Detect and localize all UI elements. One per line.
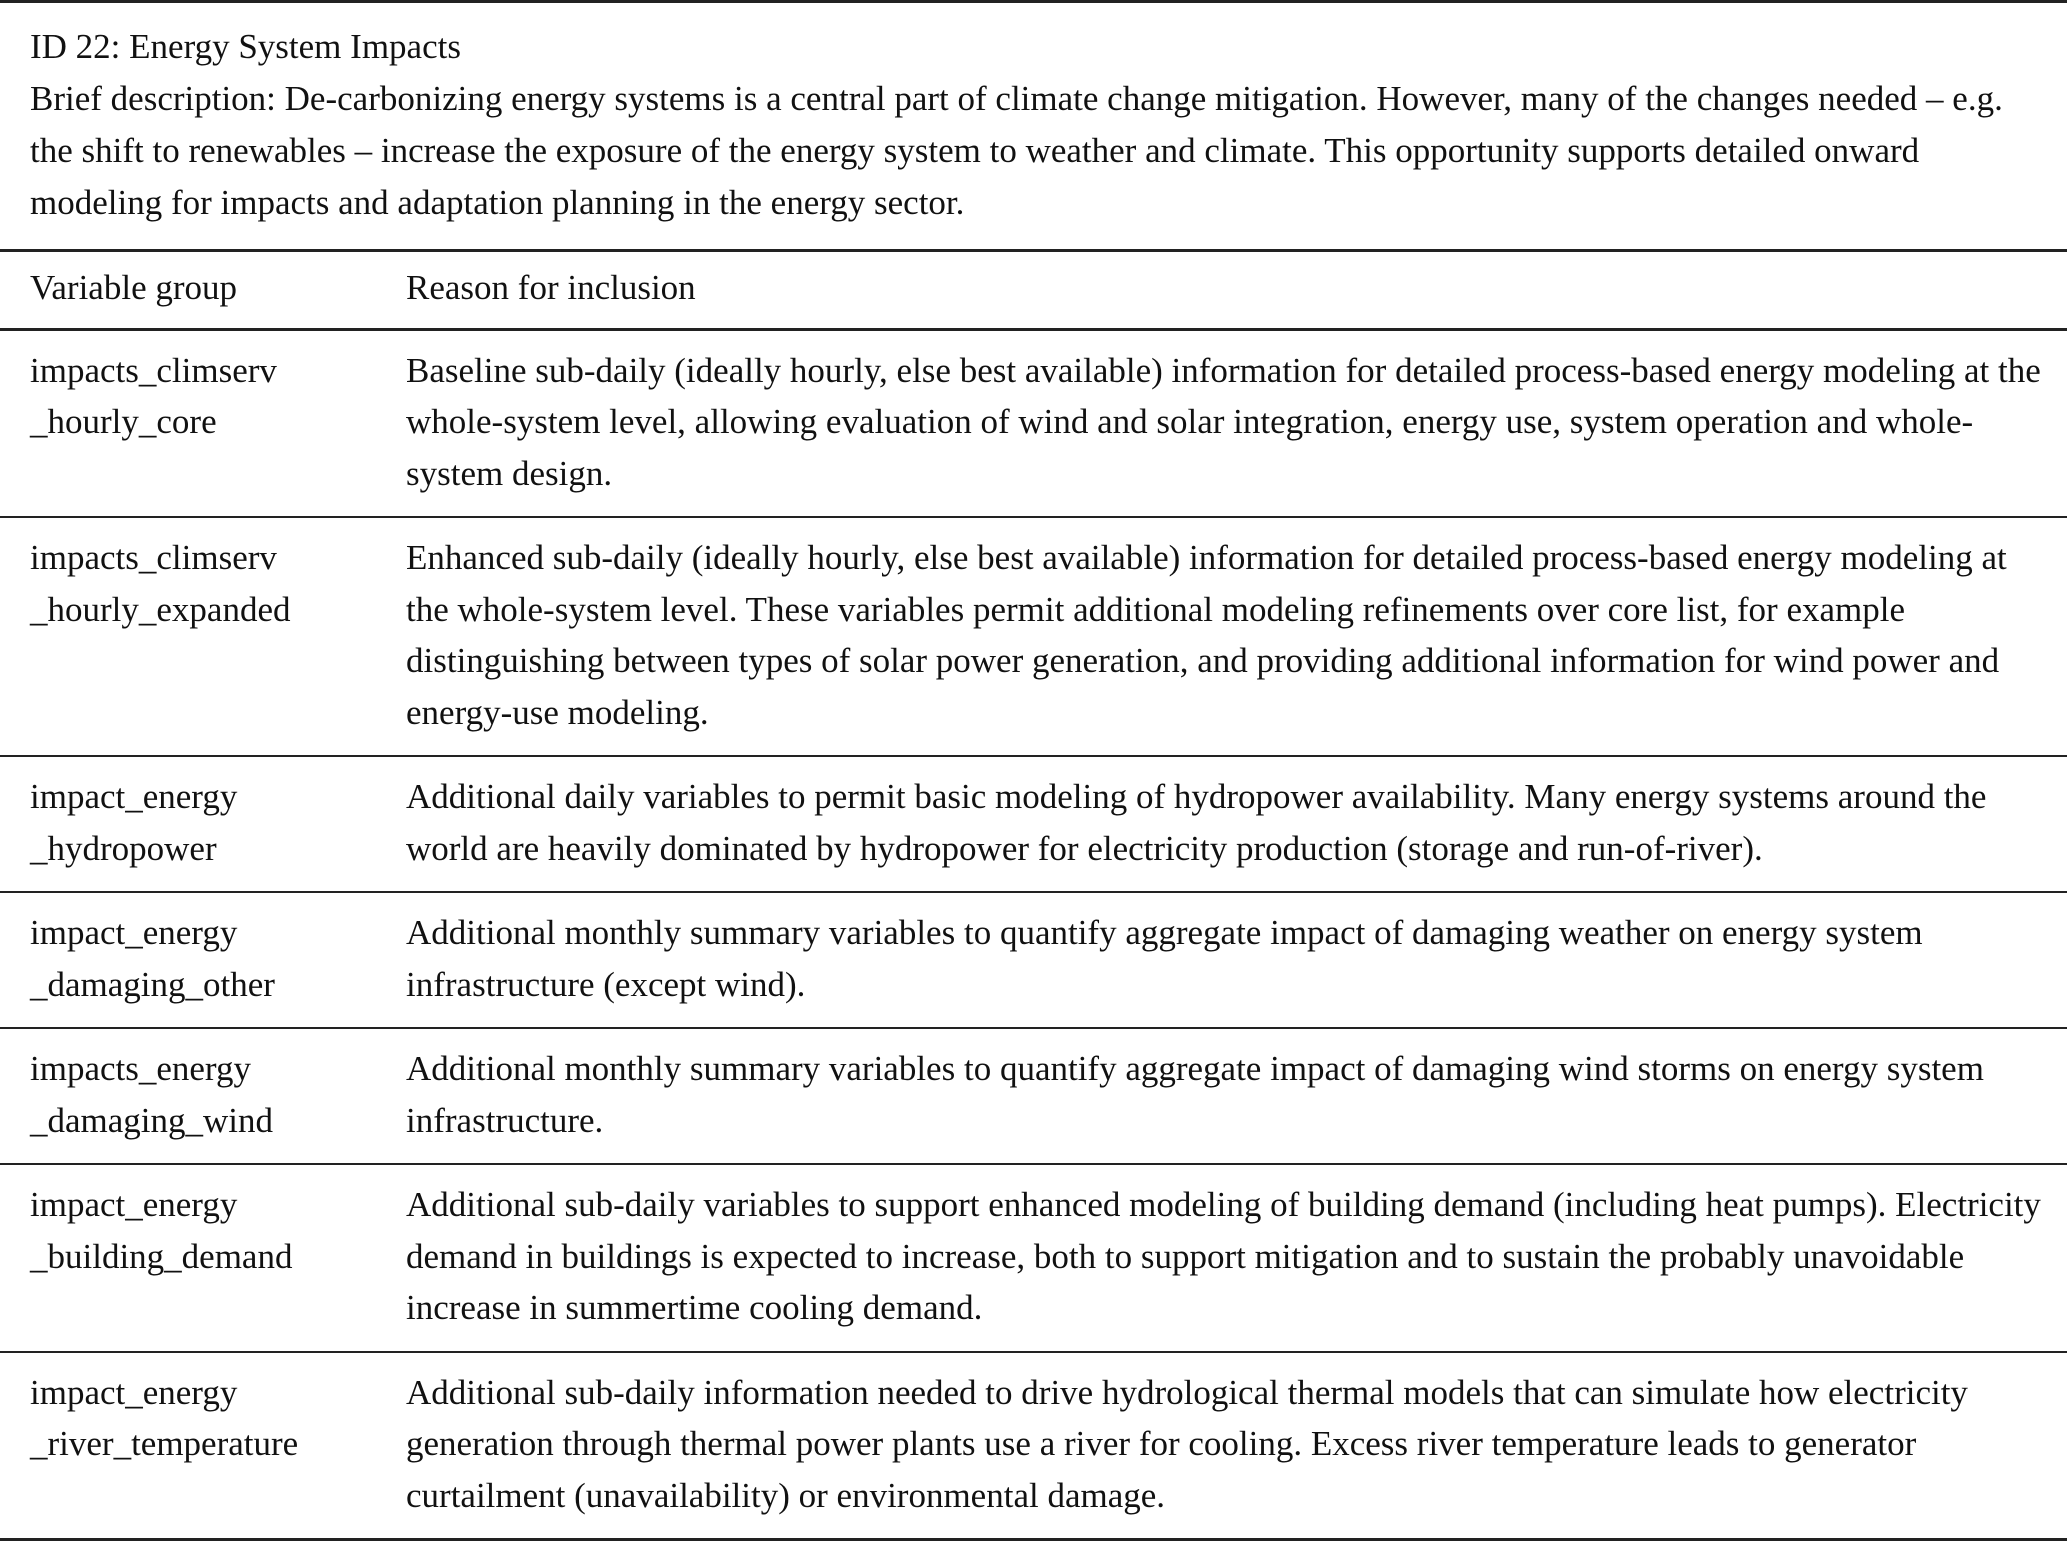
variable-group-line2: _damaging_other: [30, 964, 275, 1004]
reason-text: Enhanced sub-daily (ideally hourly, else best available) information for detailed process-based energy modeling at the whole-system level. These variables permit additional modeling refinements over core list, for example distinguishing between types of solar power generation, and providing additional information for wind power and energy-use modeling.: [406, 538, 2007, 732]
reason-cell: [406, 532, 2067, 738]
table-title: ID 22: Energy System Impacts: [30, 27, 461, 66]
variable-group-line1: impact_energy: [30, 1372, 238, 1412]
variable-group-line1: impact_energy: [30, 913, 238, 952]
variable-group-line2: _river_temperature: [30, 1424, 299, 1463]
variable-group-cell: [0, 907, 406, 1010]
variable-group-line1: impact_energy: [30, 777, 238, 816]
variable-group-line2: _hourly_expanded: [30, 589, 291, 629]
table-row: [0, 1029, 2067, 1163]
variable-group-cell: [0, 771, 406, 874]
reason-cell: [406, 907, 2067, 1010]
variable-group-line1: impacts_climserv: [30, 350, 277, 390]
table-row: [0, 757, 2067, 891]
variable-group-line1: impacts_energy: [30, 1049, 251, 1088]
variable-group-line2: _hourly_core: [30, 402, 217, 441]
table-row: [0, 1353, 2067, 1539]
header-variable-group: Variable group: [30, 268, 238, 307]
variable-group-line2: _damaging_wind: [30, 1100, 274, 1140]
reason-cell: [406, 345, 2067, 500]
variable-group-line1: impact_energy: [30, 1185, 238, 1224]
variable-group-cell: [0, 1179, 406, 1334]
reason-cell: [406, 771, 2067, 874]
variable-group-cell: [0, 345, 406, 500]
variable-group-cell: [0, 1043, 406, 1146]
table-caption: [0, 3, 2067, 249]
reason-cell: [406, 1043, 2067, 1146]
reason-cell: [406, 1179, 2067, 1334]
table-row: [0, 518, 2067, 755]
variable-group-line2: _building_demand: [30, 1236, 293, 1276]
reason-text: Additional monthly summary variables to quantify aggregate impact of damaging weather on energy system infrastructure (except wind).: [406, 913, 1923, 1004]
reason-text: Additional daily variables to permit basic modeling of hydropower availability. Many energy systems around the world are heavily dominated by hydropower for electricity production (storage and run-of-river).: [406, 777, 1987, 868]
reason-text: Additional sub-daily information needed to drive hydrological thermal models that can simulate how electricity generation through thermal power plants use a river for cooling. Excess river temperature leads to generator curtailment (unavailability) or environmental damage.: [406, 1372, 1968, 1515]
reason-text: Baseline sub-daily (ideally hourly, else best available) information for detailed process-based energy modeling at the whole-system level, allowing evaluation of wind and solar integration, energy use, system operation and whole-system design.: [406, 350, 2041, 493]
variable-group-line1: impacts_climserv: [30, 538, 277, 577]
table-row: [0, 331, 2067, 517]
header-reason: Reason for inclusion: [406, 268, 696, 307]
reason-text: Additional monthly summary variables to quantify aggregate impact of damaging wind storms on energy system infrastructure.: [406, 1049, 1984, 1140]
reason-text: Additional sub-daily variables to support enhanced modeling of building demand (including heat pumps). Electricity demand in buildings is expected to increase, both to support mitigation and to sustain the probably unavoidable increase in summertime cooling demand.: [406, 1185, 2041, 1327]
table-row: [0, 1165, 2067, 1351]
bottom-rule: [0, 1538, 2067, 1541]
reason-cell: [406, 1367, 2067, 1522]
variable-group-cell: [0, 532, 406, 738]
table-header-row: [0, 252, 2067, 328]
variable-group-cell: [0, 1367, 406, 1522]
variable-group-line2: _hydropower: [30, 828, 217, 868]
table-row: [0, 893, 2067, 1027]
table-description: Brief description: De-carbonizing energy systems is a central part of climate change mitigation. However, many of the changes needed – e.g. the shift to renewables – increase the exposure of the energy system to weather and climate. This opportunity supports detailed onward modeling for impacts and adaptation planning in the energy sector.: [30, 79, 2003, 222]
